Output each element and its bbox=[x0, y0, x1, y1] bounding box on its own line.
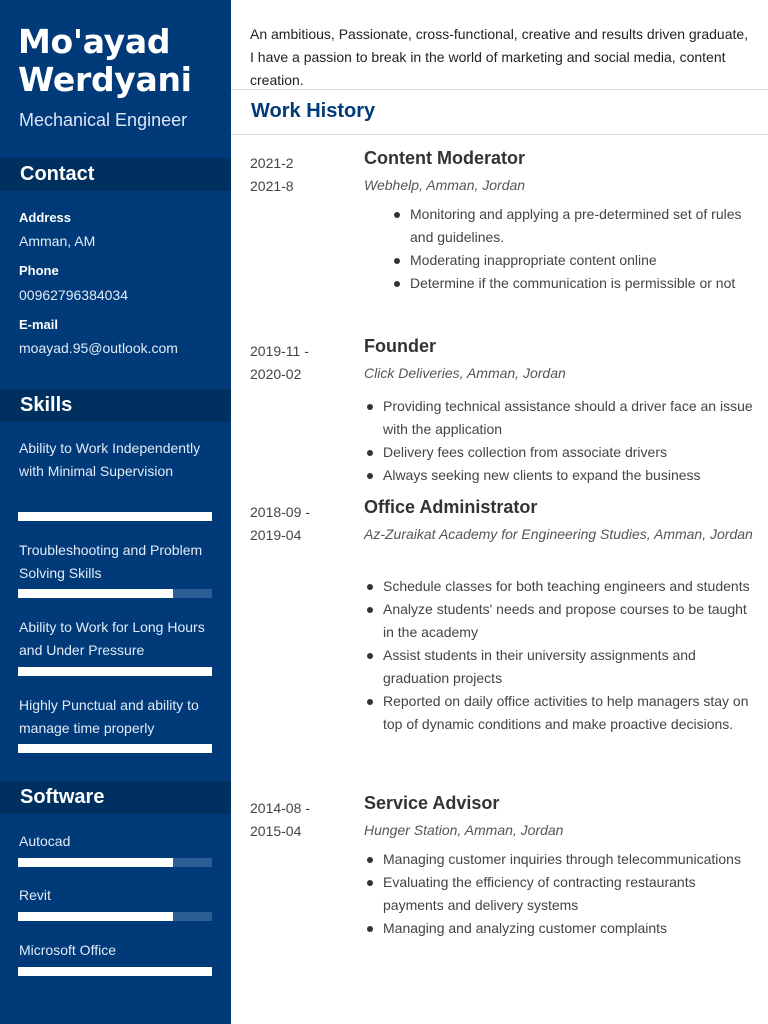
skill-level-fill bbox=[18, 744, 212, 753]
software-name: Revit bbox=[19, 887, 51, 903]
job-end-date: 2021-8 bbox=[250, 178, 294, 194]
skill-level-bar bbox=[18, 589, 212, 598]
job-duty: Delivery fees collection from associate drivers bbox=[364, 441, 754, 464]
last-name: Werdyani bbox=[18, 60, 192, 99]
job-company: Webhelp, Amman, Jordan bbox=[364, 177, 526, 193]
skill-level-bar bbox=[18, 512, 212, 521]
job-end-date: 2015-04 bbox=[250, 823, 302, 839]
job-duty: Providing technical assistance should a driver face an issue with the application bbox=[364, 395, 754, 441]
software-level-fill bbox=[18, 912, 173, 921]
skill-level-fill bbox=[18, 589, 173, 598]
skill-level-fill bbox=[18, 512, 212, 521]
first-name: Mo'ayad bbox=[18, 22, 171, 61]
job-duty: Always seeking new clients to expand the business bbox=[364, 464, 754, 487]
job-title: Content Moderator bbox=[364, 148, 525, 168]
work-history-heading: Work History bbox=[251, 100, 376, 122]
job-dates bbox=[250, 797, 350, 843]
software-level-bar bbox=[18, 858, 212, 867]
address-value: Amman, AM bbox=[19, 233, 96, 249]
software-heading: Software bbox=[0, 781, 231, 814]
email-label: E-mail bbox=[19, 317, 59, 332]
profile-summary: An ambitious, Passionate, cross-functional, creative and results driven graduate, I have a passion to break in the world of marketing and social media, content creation. bbox=[250, 26, 749, 88]
job-duty: Reported on daily office activities to help managers stay on top of dynamic conditions and make proactive decisions. bbox=[364, 690, 754, 736]
skills-heading: Skills bbox=[0, 389, 231, 422]
job-duties bbox=[391, 203, 756, 295]
job-start-date: 2019-11 - bbox=[250, 343, 309, 359]
job-start-date: 2021-2 bbox=[250, 155, 294, 171]
skill-level-fill bbox=[18, 667, 212, 676]
divider bbox=[231, 134, 768, 135]
job-company: Hunger Station, Amman, Jordan bbox=[364, 822, 564, 838]
divider bbox=[231, 89, 768, 90]
main-content bbox=[231, 0, 768, 1024]
job-duty: Evaluating the efficiency of contracting restaurants payments and delivery systems bbox=[364, 871, 754, 917]
software-level-fill bbox=[18, 858, 173, 867]
skill-level-bar bbox=[18, 744, 212, 753]
email-value: moayad.95@outlook.com bbox=[19, 340, 178, 356]
job-company: Az-Zuraikat Academy for Engineering Studies, Amman, Jordan bbox=[364, 526, 753, 542]
job-duty: Schedule classes for both teaching engineers and students bbox=[364, 575, 754, 598]
job-title: Service Advisor bbox=[364, 793, 500, 813]
job-start-date: 2014-08 - bbox=[250, 800, 310, 816]
job-duty: Moderating inappropriate content online bbox=[391, 249, 756, 272]
job-end-date: 2019-04 bbox=[250, 527, 302, 543]
software-name: Microsoft Office bbox=[19, 942, 116, 958]
sidebar bbox=[0, 0, 231, 1024]
software-level-bar bbox=[18, 967, 212, 976]
address-label: Address bbox=[19, 210, 72, 225]
job-duties bbox=[364, 575, 754, 736]
job-duties bbox=[364, 395, 754, 487]
job-duty: Assist students in their university assignments and graduation projects bbox=[364, 644, 754, 690]
skill-name: Highly Punctual and ability to manage time properly bbox=[19, 697, 199, 736]
skill-name: Troubleshooting and Problem Solving Skills bbox=[19, 542, 203, 581]
job-duty: Monitoring and applying a pre-determined set of rules and guidelines. bbox=[391, 203, 756, 249]
job-dates bbox=[250, 340, 350, 386]
software-name: Autocad bbox=[19, 833, 71, 849]
software-level-bar bbox=[18, 912, 212, 921]
job-company: Click Deliveries, Amman, Jordan bbox=[364, 365, 566, 381]
skill-name: Ability to Work Independently with Minimal Supervision bbox=[19, 440, 201, 479]
skill-name: Ability to Work for Long Hours and Under Pressure bbox=[19, 619, 205, 658]
software-level-fill bbox=[18, 967, 212, 976]
job-title: Founder bbox=[364, 336, 436, 356]
skill-level-bar bbox=[18, 667, 212, 676]
job-end-date: 2020-02 bbox=[250, 366, 302, 382]
phone-label: Phone bbox=[19, 263, 59, 278]
candidate-name bbox=[18, 23, 192, 99]
contact-heading: Contact bbox=[0, 158, 231, 191]
job-dates bbox=[250, 152, 350, 198]
job-duty: Analyze students' needs and propose courses to be taught in the academy bbox=[364, 598, 754, 644]
job-duty: Determine if the communication is permissible or not bbox=[391, 272, 756, 295]
job-dates bbox=[250, 501, 350, 547]
job-title: Mechanical Engineer bbox=[19, 110, 188, 130]
job-title: Office Administrator bbox=[364, 497, 538, 517]
job-start-date: 2018-09 - bbox=[250, 504, 310, 520]
job-duties bbox=[364, 848, 754, 940]
phone-value: 00962796384034 bbox=[19, 287, 129, 303]
job-duty: Managing customer inquiries through telecommunications bbox=[364, 848, 754, 871]
job-duty: Managing and analyzing customer complaints bbox=[364, 917, 754, 940]
